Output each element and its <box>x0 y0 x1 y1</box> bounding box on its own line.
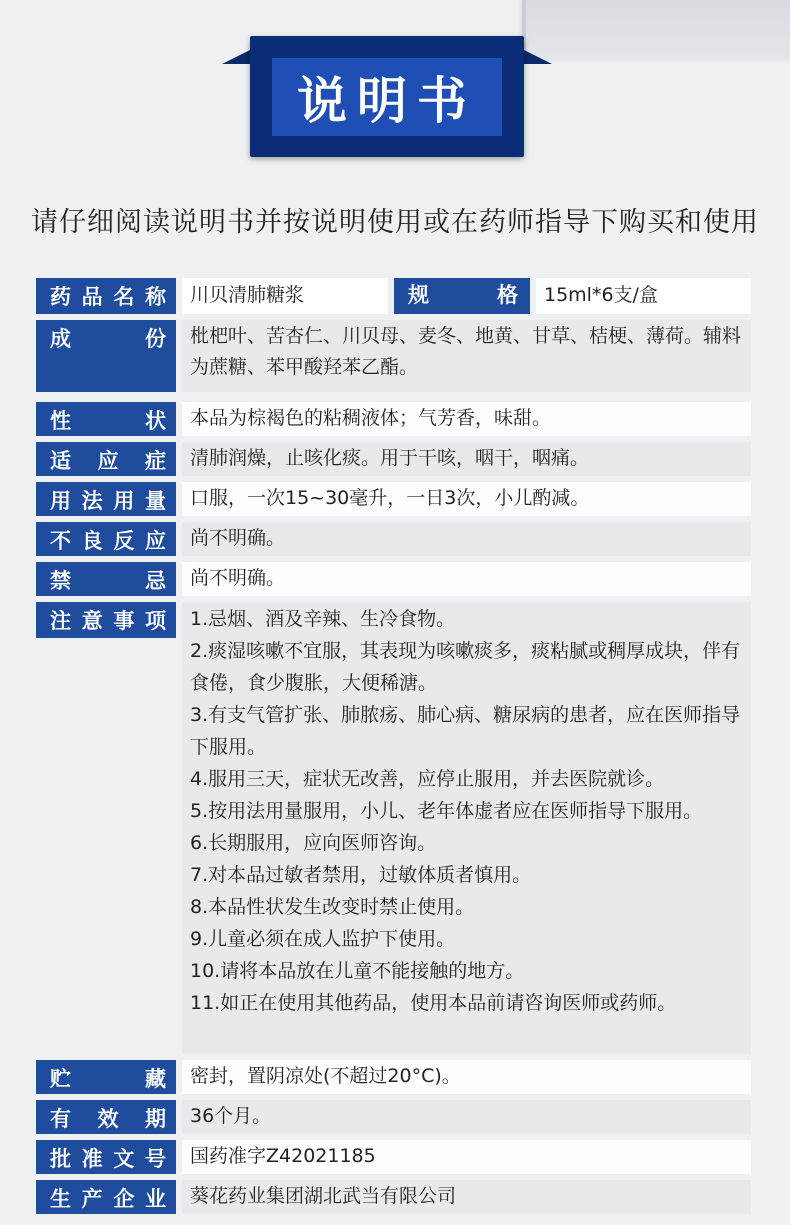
label-name: 药品名称 <box>36 278 176 314</box>
precaution-item: 4.服用三天，症状无改善，应停止服用，并去医院就诊。 <box>190 768 665 790</box>
label-manufacturer: 生产企业 <box>36 1180 176 1214</box>
label-contraindications: 禁忌 <box>36 562 176 596</box>
label-storage: 贮藏 <box>36 1060 176 1094</box>
title-inner <box>272 58 502 136</box>
value-spec: 15ml*6支/盒 <box>536 278 751 314</box>
precaution-item: 3.有支气管扩张、肺脓疡、肺心病、糖尿病的患者，应在医师指导下服用。 <box>190 704 741 758</box>
label-validity: 有效期 <box>36 1100 176 1134</box>
title-box <box>250 36 524 157</box>
value-dosage: 口服，一次15~30毫升，一日3次，小儿酌减。 <box>182 482 751 516</box>
value-contraindications: 尚不明确。 <box>182 562 751 596</box>
row-approval <box>36 1140 751 1174</box>
value-approval: 国药准字Z42021185 <box>182 1140 751 1174</box>
page-title: 说明书 <box>297 72 477 130</box>
precaution-item: 6.长期服用，应向医师咨询。 <box>190 832 437 854</box>
label-adverse: 不良反应 <box>36 522 176 556</box>
value-appearance: 本品为棕褐色的粘稠液体；气芳香，味甜。 <box>182 402 751 436</box>
value-precautions <box>182 602 751 1054</box>
instruction-table <box>36 278 751 1214</box>
row-adverse <box>36 522 751 556</box>
value-storage: 密封，置阴凉处(不超过20°C)。 <box>182 1060 751 1094</box>
reading-notice: 请仔细阅读说明书并按说明使用或在药师指导下购买和使用 <box>31 207 759 238</box>
precaution-item: 11.如正在使用其他药品，使用本品前请咨询医师或药师。 <box>190 992 677 1014</box>
label-indications: 适应症 <box>36 442 176 476</box>
title-banner <box>222 36 552 160</box>
row-appearance <box>36 402 751 436</box>
value-ingredients: 枇杷叶、苦杏仁、川贝母、麦冬、地黄、甘草、桔梗、薄荷。辅料为蔗糖、苯甲酸羟苯乙酯。 <box>182 320 751 392</box>
precaution-item: 7.对本品过敏者禁用，过敏体质者慎用。 <box>190 864 532 886</box>
value-indications: 清肺润燥，止咳化痰。用于干咳，咽干，咽痛。 <box>182 442 751 476</box>
label-appearance: 性状 <box>36 402 176 436</box>
label-approval: 批准文号 <box>36 1140 176 1174</box>
precaution-item: 1.忌烟、酒及辛辣、生冷食物。 <box>190 608 456 630</box>
label-spec: 规 格 <box>394 278 530 314</box>
precaution-item: 2.痰湿咳嗽不宜服，其表现为咳嗽痰多，痰粘腻或稠厚成块，伴有食倦，食少腹胀，大便稀溏。 <box>190 640 741 694</box>
row-validity <box>36 1100 751 1134</box>
row-name <box>36 278 751 314</box>
row-contraindications <box>36 562 751 596</box>
row-indications <box>36 442 751 476</box>
precaution-item: 5.按用法用量服用，小儿、老年体虚者应在医师指导下服用。 <box>190 800 703 822</box>
row-manufacturer <box>36 1180 751 1214</box>
precaution-item: 10.请将本品放在儿童不能接触的地方。 <box>190 960 525 982</box>
name-spec-group <box>182 278 751 314</box>
value-adverse: 尚不明确。 <box>182 522 751 556</box>
value-manufacturer: 葵花药业集团湖北武当有限公司 <box>182 1180 751 1214</box>
row-ingredients <box>36 320 751 392</box>
precaution-item: 8.本品性状发生改变时禁止使用。 <box>190 896 475 918</box>
row-precautions <box>36 602 751 1054</box>
value-validity: 36个月。 <box>182 1100 751 1134</box>
row-dosage <box>36 482 751 516</box>
header-decoration <box>522 0 790 60</box>
row-storage <box>36 1060 751 1094</box>
precaution-item: 9.儿童必须在成人监护下使用。 <box>190 928 456 950</box>
value-name: 川贝清肺糖浆 <box>182 278 388 314</box>
label-precautions: 注意事项 <box>36 602 176 638</box>
label-dosage: 用法用量 <box>36 482 176 516</box>
label-ingredients: 成份 <box>36 320 176 392</box>
